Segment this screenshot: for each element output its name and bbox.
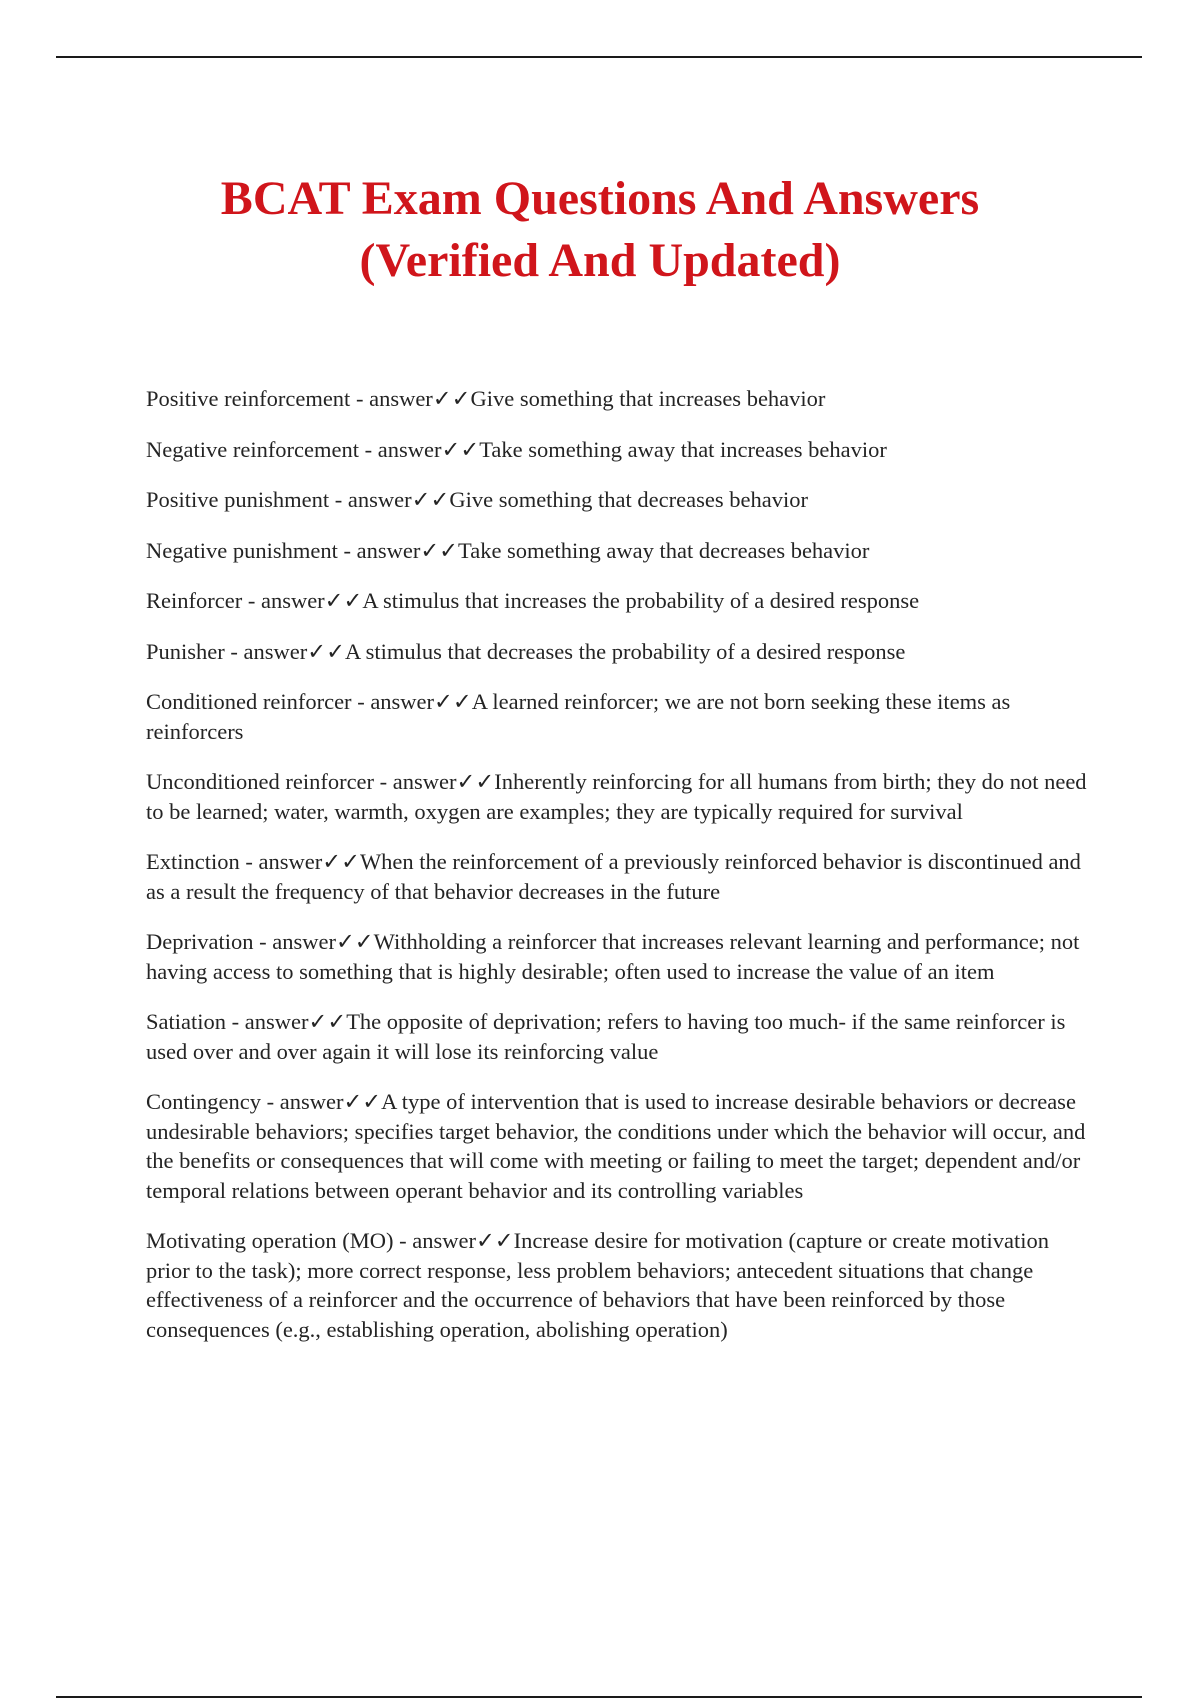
- document-title: [0, 168, 1200, 292]
- title-line-2: (Verified And Updated): [359, 234, 841, 287]
- entry-term: Deprivation: [146, 929, 254, 954]
- answer-marker: answer✓✓: [347, 487, 450, 512]
- qa-entry: Punisher - answer✓✓A stimulus that decreases the probability of a desired response: [146, 638, 906, 664]
- entry-term: Unconditioned reinforcer: [146, 769, 375, 794]
- answer-marker: answer✓✓: [272, 929, 374, 954]
- answer-marker: answer✓✓: [260, 588, 363, 613]
- entry-definition: A stimulus that decreases the probability of a desired response: [344, 638, 906, 664]
- qa-entry: Unconditioned reinforcer - answer✓✓Inherently reinforcing for all humans from birth; they do not need to be learned; water, warmth, oxygen are examples; they are typically required for survival: [146, 769, 1087, 824]
- entry-definition: Give something that decreases behavior: [449, 487, 808, 512]
- title-line-1: BCAT Exam Questions And Answers: [220, 172, 980, 225]
- entry-term: Conditioned reinforcer: [146, 689, 352, 714]
- qa-entry: Reinforcer - answer✓✓A stimulus that increases the probability of a desired response: [146, 588, 920, 613]
- entry-term: Contingency: [146, 1089, 261, 1114]
- entry-definition: The opposite of deprivation; refers to having too much- if the same reinforcer is used over and over again it will lose its reinforcing value: [146, 1009, 1066, 1064]
- top-rule: [56, 56, 1142, 58]
- answer-marker: answer✓✓: [392, 769, 495, 794]
- qa-entry: Motivating operation (MO) - answer✓✓Increase desire for motivation (capture or create motivation prior to the task); more correct response, less problem behaviors; antecedent situations that change effectiveness of a reinforcer and the occurrence of behaviors that have been reinforced by those consequences (e.g., establishing operation, abolishing operation): [146, 1228, 1050, 1342]
- entry-definition: When the reinforcement of a previously reinforced behavior is discontinued and as a result the frequency of that behavior decreases in the future: [146, 849, 1081, 904]
- entry-definition: A learned reinforcer; we are not born seeking these items as reinforcers: [146, 689, 1011, 744]
- answer-marker: answer✓✓: [377, 436, 480, 462]
- entry-definition: Take something away that increases behavior: [479, 436, 887, 462]
- qa-entry: Positive reinforcement - answer✓✓Give something that increases behavior: [146, 386, 826, 411]
- answer-marker: answer✓✓: [243, 638, 345, 664]
- qa-list: [146, 384, 1091, 1365]
- entry-term: Punisher: [146, 638, 225, 664]
- entry-term: Positive reinforcement: [146, 386, 351, 411]
- answer-marker: answer✓✓: [258, 849, 360, 874]
- answer-marker: answer✓✓: [244, 1009, 347, 1034]
- qa-entry: Satiation - answer✓✓The opposite of deprivation; refers to having too much- if the same reinforcer is used over and over again it will lose its reinforcing value: [146, 1009, 1066, 1064]
- entry-definition: Take something away that decreases behavior: [458, 537, 870, 563]
- entry-definition: Inherently reinforcing for all humans from birth; they do not need to be learned; water, warmth, oxygen are examples; they are typically required for survival: [146, 769, 1087, 824]
- entry-definition: A stimulus that increases the probability of a desired response: [362, 588, 920, 613]
- bottom-rule: [56, 1696, 1142, 1698]
- entry-definition: Increase desire for motivation (capture or create motivation prior to the task); more correct response, less problem behaviors; antecedent situations that change effectiveness of a reinforcer and the occurrence of behaviors that have been reinforced by those consequences (e.g., establishing operation, abolishing operation): [146, 1228, 1050, 1342]
- entry-definition: Withholding a reinforcer that increases relevant learning and performance; not having access to something that is highly desirable; often used to increase the value of an item: [146, 929, 1080, 984]
- entry-term: Negative reinforcement: [146, 436, 360, 462]
- entry-term: Satiation: [146, 1009, 226, 1034]
- entry-definition: Give something that increases behavior: [470, 386, 826, 411]
- entry-term: Negative punishment: [146, 537, 338, 563]
- qa-entry: Deprivation - answer✓✓Withholding a reinforcer that increases relevant learning and performance; not having access to something that is highly desirable; often used to increase the value of an item: [146, 929, 1080, 984]
- qa-entry: Extinction - answer✓✓When the reinforcement of a previously reinforced behavior is discontinued and as a result the frequency of that behavior decreases in the future: [146, 849, 1081, 904]
- qa-entry: Negative reinforcement - answer✓✓Take something away that increases behavior: [146, 436, 887, 462]
- qa-entry: Negative punishment - answer✓✓Take something away that decreases behavior: [146, 537, 870, 563]
- answer-marker: answer✓✓: [369, 386, 471, 411]
- entry-term: Extinction: [146, 849, 240, 874]
- answer-marker: answer✓✓: [356, 537, 459, 563]
- qa-entry: Contingency - answer✓✓A type of intervention that is used to increase desirable behaviors or decrease undesirable behaviors; specifies target behavior, the conditions under which the behavior will occur, and the benefits or consequences that will come with meeting or failing to meet the target; dependent and/or temporal relations between operant behavior and its controlling variables: [146, 1089, 1086, 1203]
- qa-entry: Positive punishment - answer✓✓Give something that decreases behavior: [146, 487, 808, 512]
- qa-entry: Conditioned reinforcer - answer✓✓A learned reinforcer; we are not born seeking these items as reinforcers: [146, 689, 1011, 744]
- answer-marker: answer✓✓: [370, 689, 472, 714]
- answer-marker: answer✓✓: [412, 1228, 514, 1253]
- entry-term: Reinforcer: [146, 588, 243, 613]
- entry-term: Positive punishment: [146, 487, 330, 512]
- entry-term: Motivating operation (MO): [146, 1228, 394, 1253]
- entry-definition: A type of intervention that is used to increase desirable behaviors or decrease undesirable behaviors; specifies target behavior, the conditions under which the behavior will occur, and the benefits or consequences that will come with meeting or failing to meet the target; dependent and/or temporal relations between operant behavior and its controlling variables: [146, 1089, 1086, 1203]
- answer-marker: answer✓✓: [279, 1089, 382, 1114]
